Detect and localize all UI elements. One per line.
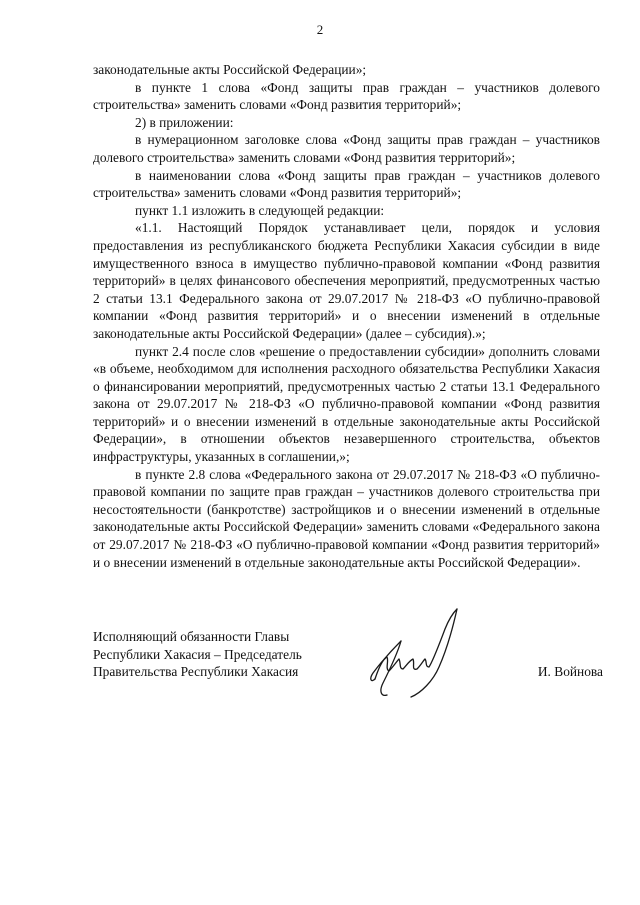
signature-block bbox=[93, 628, 603, 708]
paragraph: 2) в приложении: bbox=[135, 114, 234, 130]
paragraph: в нумерационном заголовке слова «Фонд защиты прав граждан – участников долевого строительства» заменить словами «Фонд развития территорий»; bbox=[93, 132, 600, 165]
paragraph: пункт 2.4 после слов «решение о предоставлении субсидии» дополнить словами «в объеме, необходимом для исполнения расходного обязательства Республики Хакасия о финансировании мероприятий, предусмотренных частью 2 статьи 13.1 Федерального закона от 29.07.2017 № 218-ФЗ «О публично-правовой компании «Фонд развития территорий» и о внесении изменений в отдельные законодательные акты Российской Федерации», в отношении объектов незавершенного строительства, объектов инфраструктуры, указанных в соглашении,»; bbox=[93, 343, 600, 465]
signer-position-line: Республики Хакасия – Председатель bbox=[93, 646, 302, 662]
paragraph: «1.1. Настоящий Порядок устанавливает цели, порядок и условия предоставления из республиканского бюджета Республики Хакасия субсидии в виде имущественного взноса в имущество публично-правовой компании «Фонд развития территорий» в целях финансового обеспечения мероприятий, предусмотренных частью 2 статьи 13.1 Федерального закона от 29.07.2017 № 218-ФЗ «О публично-правовой компании «Фонд развития территорий» и о внесении изменений в отдельные законодательные акты Российской Федерации» (далее – субсидия).»; bbox=[93, 220, 600, 341]
paragraph: в пункте 1 слова «Фонд защиты прав граждан – участников долевого строительства» заменить словами «Фонд развития территорий»; bbox=[93, 79, 600, 113]
paragraph: пункт 1.1 изложить в следующей редакции: bbox=[135, 202, 385, 218]
paragraph: в пункте 2.8 слова «Федерального закона от 29.07.2017 № 218-ФЗ «О публично-правовой компании по защите прав граждан – участников долевого строительства при несостоятельности (банкротстве) застройщиков и о внесении изменений в отдельные законодательные акты Российской Федерации» заменить словами «Федерального закона от 29.07.2017 № 218-ФЗ «О публично-правовой компании «Фонд развития территорий» и о внесении изменений в отдельные законодательные акты Российской Федерации». bbox=[93, 466, 600, 570]
handwritten-signature bbox=[361, 601, 471, 701]
signer-position bbox=[93, 628, 302, 681]
document-body bbox=[93, 61, 600, 571]
signer-position-line: Правительства Республики Хакасия bbox=[93, 664, 299, 680]
paragraph: законодательные акты Российской Федерации»; bbox=[93, 62, 367, 77]
signer-position-line: Исполняющий обязанности Главы bbox=[93, 629, 290, 644]
signer-name: И. Войнова bbox=[537, 664, 603, 679]
page-number: 2 bbox=[316, 22, 324, 37]
paragraph: в наименовании слова «Фонд защиты прав граждан – участников долевого строительства» заменить словами «Фонд развития территорий»; bbox=[93, 167, 600, 201]
